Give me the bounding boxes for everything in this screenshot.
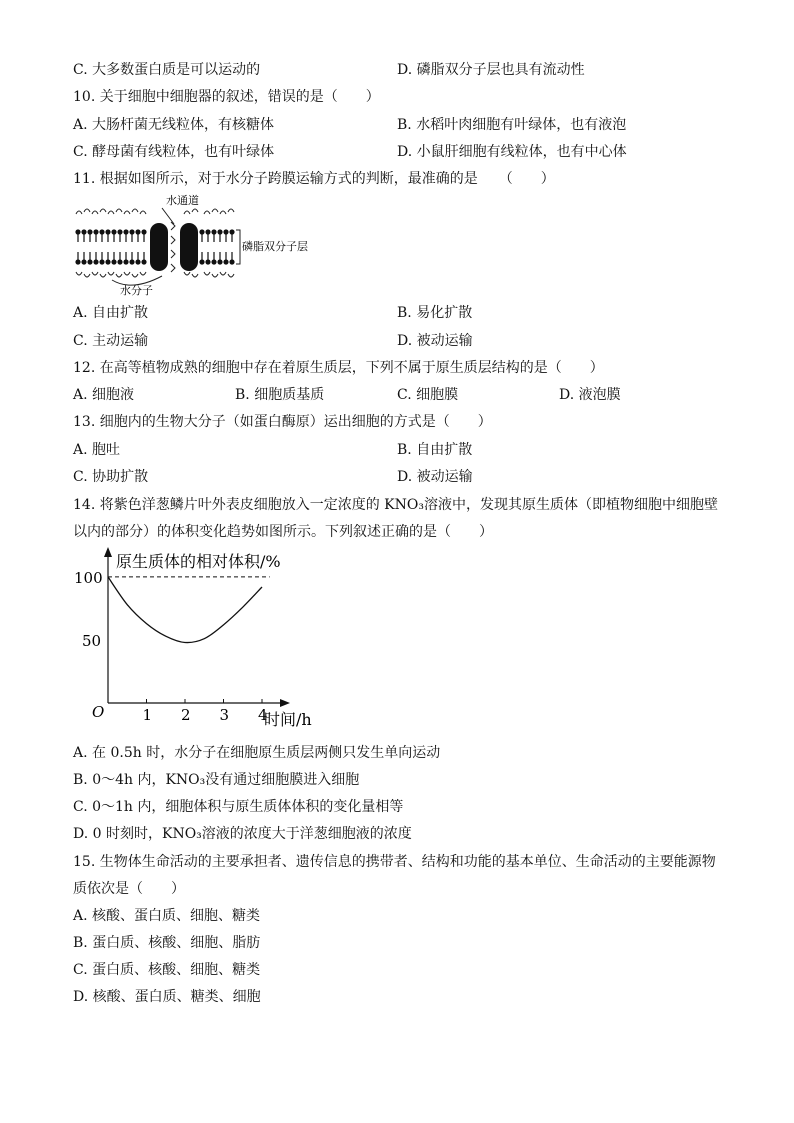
- q15-option-b: B. 蛋白质、核酸、细胞、脂肪: [73, 935, 261, 951]
- y-tick-label-50: 50: [82, 631, 102, 650]
- x-axis-label: 时间/h: [264, 710, 312, 729]
- y-axis-arrow: [104, 547, 112, 557]
- q10-stem: 10. 关于细胞中细胞器的叙述，错误的是（ ）: [73, 89, 380, 105]
- q14-option-c: C. 0～1h 内，细胞体积与原生质体体积的变化量相等: [73, 799, 404, 815]
- q12-option-b: B. 细胞质基质: [235, 387, 325, 403]
- q11-option-d: D. 被动运输: [397, 333, 473, 349]
- q13-option-a: A. 胞吐: [73, 442, 121, 458]
- x-tick-label-3: 3: [219, 706, 230, 724]
- q15-stem-line1: 15. 生物体生命活动的主要承担者、遗传信息的携带者、结构和功能的基本单位、生命活动的主要能源物: [73, 854, 716, 870]
- q10-option-d: D. 小鼠肝细胞有线粒体，也有中心体: [397, 144, 627, 160]
- q11-option-b: B. 易化扩散: [397, 305, 473, 321]
- label-water-molecule: 水分子: [120, 284, 153, 297]
- q15-stem-line2: 质依次是（ ）: [73, 881, 185, 897]
- x-tick-label-4: 4: [258, 706, 268, 724]
- q12-option-a: A. 细胞液: [73, 387, 135, 403]
- q14-stem-line1: 14. 将紫色洋葱鳞片叶外表皮细胞放入一定浓度的 KNO₃溶液中，发现其原生质体（即植物细胞中细胞壁: [73, 497, 718, 513]
- q14-option-d: D. 0 时刻时，KNO₃溶液的浓度大于洋葱细胞液的浓度: [73, 826, 412, 842]
- origin-label: O: [92, 703, 105, 721]
- membrane-figure: [72, 192, 322, 302]
- q13-option-d: D. 被动运输: [397, 469, 473, 485]
- q11-option-c: C. 主动运输: [73, 333, 149, 349]
- q11-option-a: A. 自由扩散: [73, 305, 149, 321]
- q10-option-a: A. 大肠杆菌无线粒体，有核糖体: [73, 117, 275, 133]
- q12-stem: 12. 在高等植物成熟的细胞中存在着原生质层，下列不属于原生质层结构的是（ ）: [73, 360, 604, 376]
- x-tick-label-1: 1: [142, 706, 153, 724]
- q12-option-c: C. 细胞膜: [397, 387, 459, 403]
- q10-option-c: C. 酵母菌有线粒体，也有叶绿体: [73, 144, 275, 160]
- q12-option-d: D. 液泡膜: [559, 387, 621, 403]
- q13-stem: 13. 细胞内的生物大分子（如蛋白酶原）运出细胞的方式是（ ）: [73, 414, 492, 430]
- q14-option-b: B. 0～4h 内，KNO₃没有通过细胞膜进入细胞: [73, 772, 360, 788]
- q11-stem: 11. 根据如图所示，对于水分子跨膜运输方式的判断，最准确的是 （ ）: [73, 171, 555, 187]
- q13-option-c: C. 协助扩散: [73, 469, 149, 485]
- q9-option-d: D. 磷脂双分子层也具有流动性: [397, 62, 585, 78]
- label-phospholipid-bilayer: 磷脂双分子层: [242, 240, 308, 253]
- y-tick-label-100: 100: [74, 568, 103, 587]
- volume-curve: [108, 577, 262, 643]
- q14-stem-line2: 以内的部分）的体积变化趋势如图所示。下列叙述正确的是（ ）: [73, 524, 493, 540]
- q15-option-d: D. 核酸、蛋白质、糖类、细胞: [73, 989, 261, 1005]
- q15-option-c: C. 蛋白质、核酸、细胞、糖类: [73, 962, 261, 978]
- q15-option-a: A. 核酸、蛋白质、细胞、糖类: [73, 908, 261, 924]
- x-tick-label-2: 2: [181, 706, 191, 724]
- y-axis-label: 原生质体的相对体积/%: [116, 552, 281, 571]
- q10-option-b: B. 水稻叶肉细胞有叶绿体，也有液泡: [397, 117, 627, 133]
- label-water-channel: 水通道: [166, 194, 199, 207]
- q9-option-c: C. 大多数蛋白质是可以运动的: [73, 62, 261, 78]
- x-axis-arrow: [280, 699, 290, 707]
- q14-option-a: A. 在 0.5h 时，水分子在细胞原生质层两侧只发生单向运动: [73, 745, 441, 761]
- protoplast-volume-chart: [72, 545, 342, 730]
- q13-option-b: B. 自由扩散: [397, 442, 473, 458]
